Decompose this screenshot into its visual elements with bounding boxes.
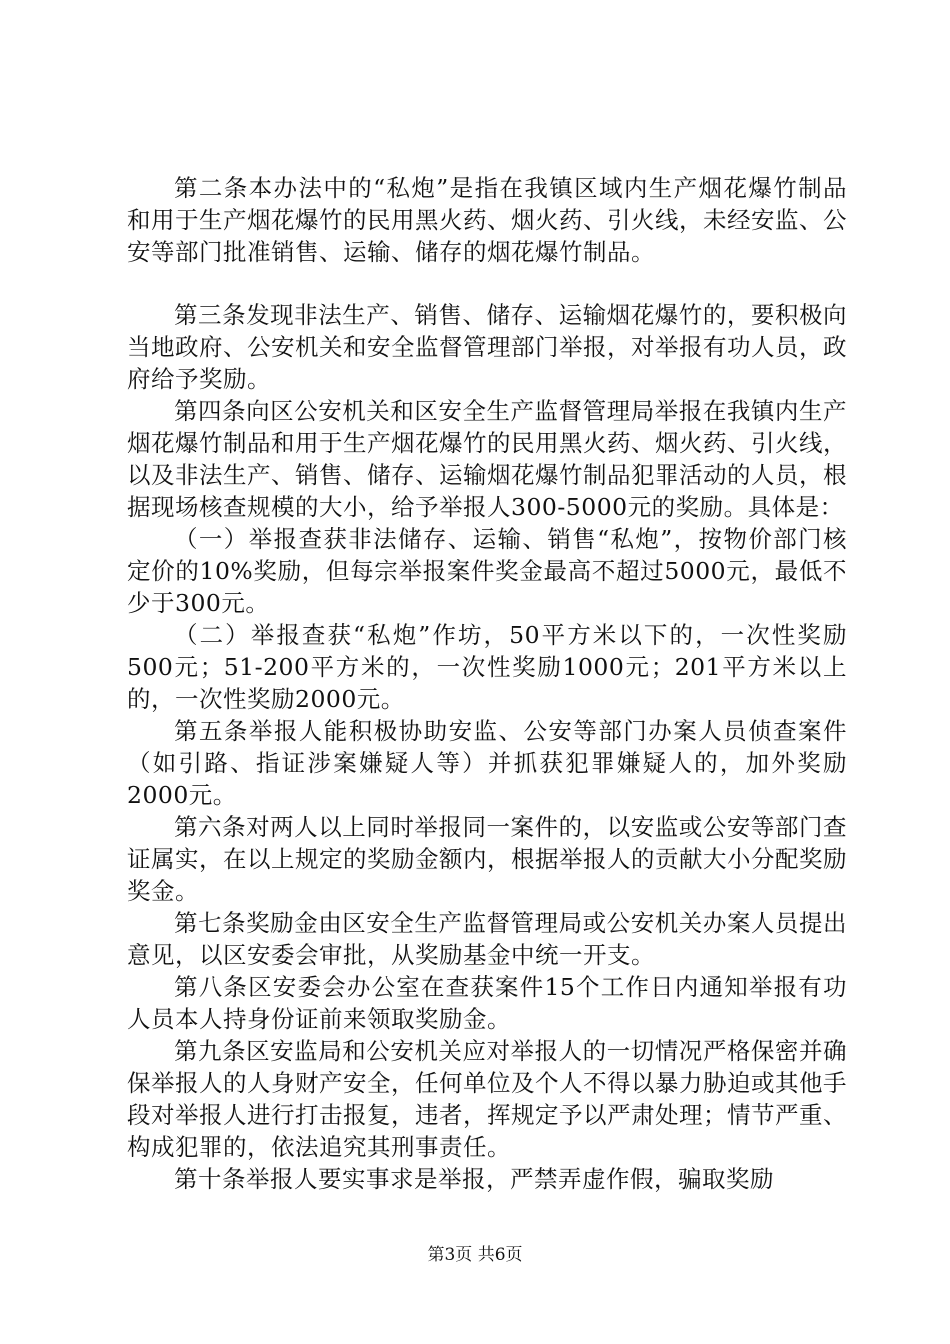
article-3-paragraph: 第三条发现非法生产、销售、储存、运输烟花爆竹的，要积极向当地政府、公安机关和安全监督管理部门举报，对举报有功人员，政府给予奖励。 [127, 301, 847, 393]
article-10-paragraph: 第十条举报人要实事求是举报，严禁弄虚作假，骗取奖励 [174, 1165, 774, 1193]
page-number-footer: 第3页 共6页 [427, 1245, 523, 1265]
article-4-item-2-paragraph: （二）举报查获“私炮”作坊，50平方米以下的，一次性奖励500元；51-200平方米的，一次性奖励1000元；201平方米以上的，一次性奖励2000元。 [127, 621, 847, 713]
document-body [127, 172, 847, 1195]
article-4-paragraph: 第四条向区公安机关和区安全生产监督管理局举报在我镇内生产烟花爆竹制品和用于生产烟花爆竹的民用黑火药、烟火药、引火线，以及非法生产、销售、储存、运输烟花爆竹制品犯罪活动的人员，根据现场核查规模的大小，给予举报人300-5000元的奖励。具体是： [127, 397, 847, 521]
article-4-item-1-paragraph: （一）举报查获非法储存、运输、销售“私炮”，按物价部门核定价的10%奖励，但每宗举报案件奖金最高不超过5000元，最低不少于300元。 [127, 525, 847, 617]
article-5-paragraph: 第五条举报人能积极协助安监、公安等部门办案人员侦查案件（如引路、指证涉案嫌疑人等）并抓获犯罪嫌疑人的，加外奖励2000元。 [127, 717, 847, 809]
article-6-paragraph: 第六条对两人以上同时举报同一案件的，以安监或公安等部门查证属实，在以上规定的奖励金额内，根据举报人的贡献大小分配奖励奖金。 [127, 813, 847, 905]
article-9-paragraph: 第九条区安监局和公安机关应对举报人的一切情况严格保密并确保举报人的人身财产安全，任何单位及个人不得以暴力胁迫或其他手段对举报人进行打击报复，违者，挥规定予以严肃处理；情节严重、构成犯罪的，依法追究其刑事责任。 [127, 1037, 847, 1161]
article-2-paragraph: 第二条本办法中的“私炮”是指在我镇区域内生产烟花爆竹制品和用于生产烟花爆竹的民用黑火药、烟火药、引火线，未经安监、公安等部门批准销售、运输、储存的烟花爆竹制品。 [127, 174, 847, 266]
article-7-paragraph: 第七条奖励金由区安全生产监督管理局或公安机关办案人员提出意见，以区安委会审批，从奖励基金中统一开支。 [127, 909, 847, 969]
article-8-paragraph: 第八条区安委会办公室在查获案件15个工作日内通知举报有功人员本人持身份证前来领取奖励金。 [127, 973, 847, 1033]
